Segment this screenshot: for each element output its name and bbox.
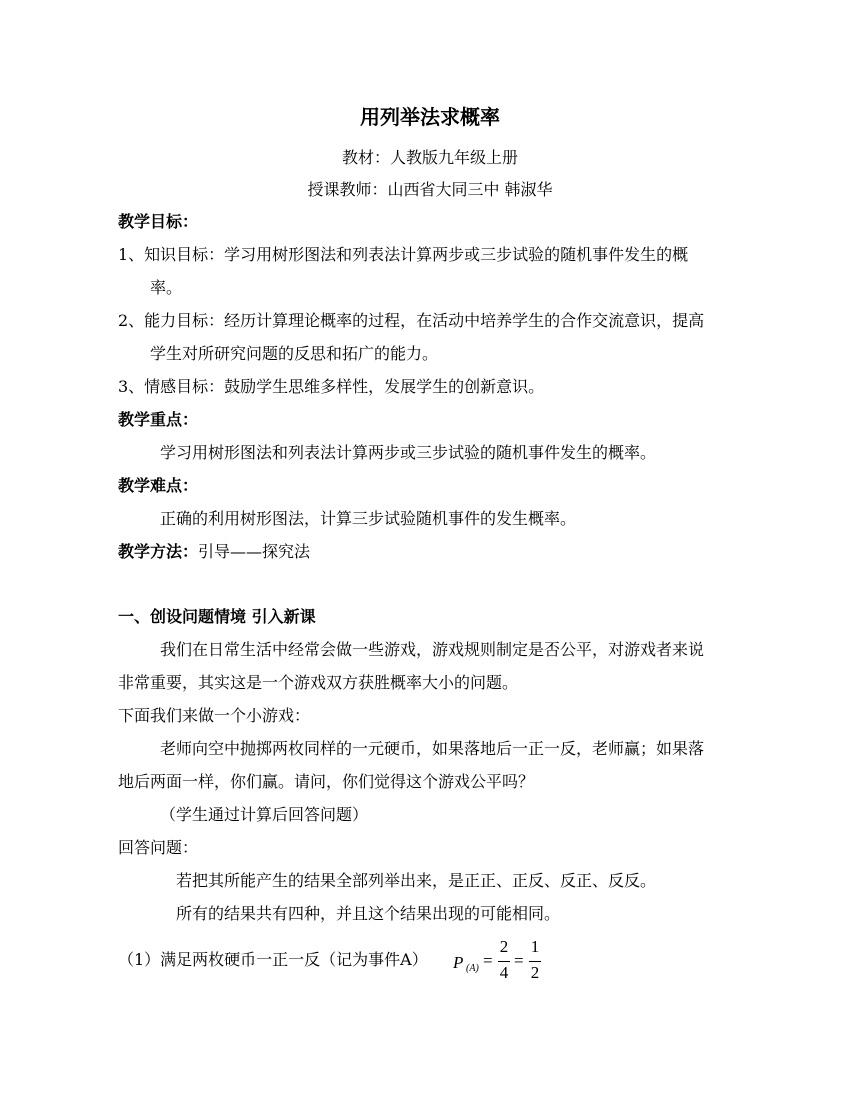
section-1-para-1-line-2: 非常重要，其实这是一个游戏双方获胜概率大小的问题。	[118, 673, 519, 692]
formula-p: P	[453, 953, 464, 972]
goals-heading: 教学目标：	[118, 212, 199, 231]
fraction-2-denominator: 2	[530, 963, 540, 982]
section-1-heading: 一、创设问题情境 引入新课	[118, 607, 316, 626]
method-line	[118, 542, 310, 562]
section-1-para-3-line-1: 老师向空中抛掷两枚同样的一元硬币，如果落地后一正一反，老师赢；如果落	[160, 739, 705, 758]
section-1-para-1-line-1: 我们在日常生活中经常会做一些游戏，游戏规则制定是否公平，对游戏者来说	[160, 640, 705, 659]
section-1-para-7: 所有的结果共有四种，并且这个结果出现的可能相同。	[176, 904, 561, 923]
fraction-2-bar	[529, 961, 541, 962]
formula-subscript: (A)	[466, 963, 479, 974]
teacher-line: 授课教师：山西省大同三中 韩淑华	[307, 180, 553, 199]
section-1-para-5: 回答问题：	[118, 838, 199, 857]
formula-equals-1: =	[483, 951, 493, 970]
section-1-para-4: （学生通过计算后回答问题）	[160, 805, 369, 824]
key-points-heading: 教学重点：	[118, 410, 199, 429]
difficulties-heading: 教学难点：	[118, 476, 199, 495]
goal-3: 3、情感目标：鼓励学生思维多样性，发展学生的创新意识。	[118, 377, 545, 396]
fraction-1-bar	[498, 961, 510, 962]
method-text: 引导——探究法	[198, 542, 311, 561]
method-heading: 教学方法：	[118, 542, 199, 561]
goal-1-line-2: 率。	[150, 278, 183, 297]
goal-1-line-1: 1、知识目标：学习用树形图法和列表法计算两步或三步试验的随机事件发生的概	[118, 245, 689, 264]
textbook-line: 教材：人教版九年级上册	[341, 148, 518, 167]
section-1-para-8: （1）满足两枚硬币一正一反（记为事件A）	[118, 950, 428, 969]
section-1-para-3-line-2: 地后两面一样，你们赢。请问，你们觉得这个游戏公平吗？	[118, 772, 535, 791]
goal-2-line-1: 2、能力目标：经历计算理论概率的过程，在活动中培养学生的合作交流意识，提高	[118, 311, 705, 330]
fraction-2-numerator: 1	[530, 937, 540, 956]
page-title: 用列举法求概率	[360, 105, 500, 129]
key-points-text: 学习用树形图法和列表法计算两步或三步试验的随机事件发生的概率。	[160, 443, 657, 462]
fraction-1-denominator: 4	[499, 963, 509, 982]
fraction-1-numerator: 2	[499, 937, 509, 956]
formula-equals-2: =	[514, 951, 524, 970]
section-1-para-6: 若把其所能产生的结果全部列举出来，是正正、正反、反正、反反。	[176, 871, 657, 890]
section-1-para-2: 下面我们来做一个小游戏：	[118, 706, 311, 725]
difficulties-text: 正确的利用树形图法，计算三步试验随机事件的发生概率。	[160, 509, 577, 528]
goal-2-line-2: 学生对所研究问题的反思和拓广的能力。	[150, 344, 439, 363]
